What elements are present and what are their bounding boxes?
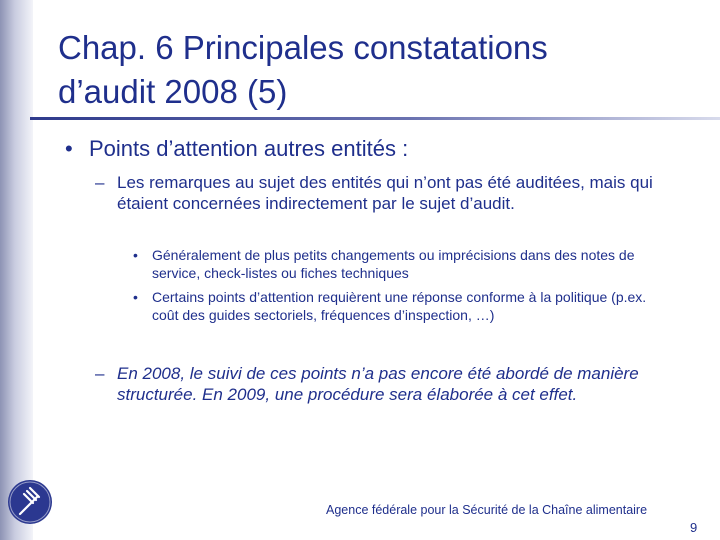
title-line-1: Chap. 6 Principales constatations	[58, 29, 548, 66]
sub-point-1-text: Les remarques au sujet des entités qui n’ont pas été auditées, mais qui étaient concernées indirectement par le sujet d’audit.	[117, 173, 653, 213]
dash-marker: –	[95, 364, 105, 383]
footer-agency-name: Agence fédérale pour la Sécurité de la Chaîne alimentaire	[326, 503, 648, 517]
main-bullet-text: Points d’attention autres entités :	[89, 136, 409, 161]
bullet-marker: •	[133, 289, 138, 305]
afsca-logo-icon	[6, 478, 54, 526]
sub-point-2-text: En 2008, le suivi de ces points n’a pas encore été abordé de manière structurée. En 2009, une procédure sera élaborée à cet effet.	[117, 364, 639, 404]
bullet-marker: •	[65, 136, 73, 161]
bullet-marker: •	[133, 247, 138, 263]
detail-item-2-text: Certains points d’attention requièrent une réponse conforme à la politique (p.ex. coût des guides sectoriels, fréquences d’inspection, …)	[152, 289, 647, 323]
title-line-2: d’audit 2008 (5)	[58, 73, 288, 110]
dash-marker: –	[95, 173, 105, 192]
page-number: 9	[690, 520, 698, 535]
detail-item-1-text: Généralement de plus petits changements ou imprécisions dans des notes de service, check-listes ou fiches techniques	[152, 247, 635, 281]
